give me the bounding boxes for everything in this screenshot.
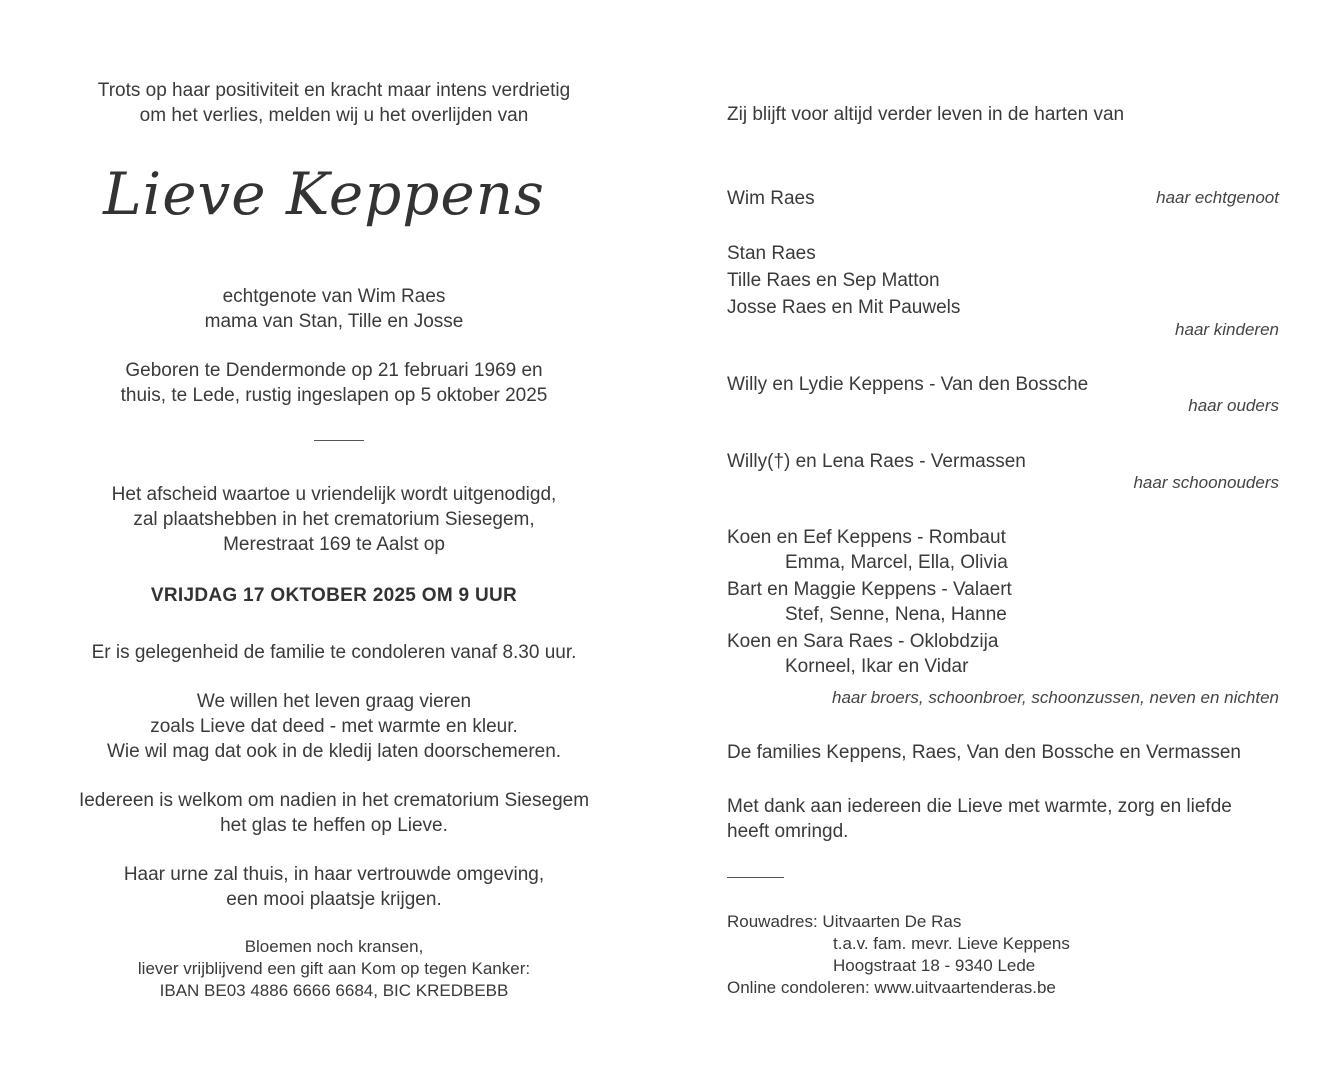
online-condolence-link[interactable]: Online condoleren: www.uitvaartenderas.be [727,978,1056,997]
deceased-name: Lieve Keppens [103,160,545,228]
farewell-text: Het afscheid waartoe u vriendelijk wordt uitgenodigd, zal plaatshebben in het crematorium Siesegem, Merestraat 169 te Aalst op [111,484,557,555]
parents-block: Willy en Lydie Keppens - Van den Bossche haar ouders [727,374,1279,415]
sibling-name: Bart en Maggie Keppens - Valaert [727,579,1012,600]
children-role: haar kinderen [1175,320,1279,339]
birth-text: Geboren te Dendermonde op 21 februari 1969 en thuis, te Lede, rustig ingeslapen op 5 oktober 2025 [120,360,548,406]
sibling-name: Koen en Sara Raes - Oklobdzija [727,631,999,652]
inlaws-block: Willy(†) en Lena Raes - Vermassen haar schoonouders [727,451,1279,492]
spouse-role: haar echtgenoot [1156,188,1279,207]
parents-role: haar ouders [1188,396,1279,415]
siblings-role: haar broers, schoonbroer, schoonzussen, neven en nichten [831,688,1279,707]
right-divider [727,877,784,878]
spouse-block [727,185,1279,212]
children-block: Stan Raes Tille Raes en Sep Matton Josse Raes en Mit Pauwels haar kinderen [727,243,1279,339]
address-line1: t.a.v. fam. mevr. Lieve Keppens [833,934,1070,953]
sibling-name: Koen en Eef Keppens - Rombaut [727,527,1006,548]
intro-text: Trots op haar positiviteit en kracht maar intens verdrietig om het verlies, melden wij u het overlijden van [97,80,571,126]
siblings-block [727,525,1279,679]
address-block [727,911,1307,999]
address-label: Rouwadres: Uitvaarten De Ras [727,912,962,931]
celebrate-text: We willen het leven graag vieren zoals Lieve dat deed - met warmte en kleur. Wie wil mag dat ook in de kledij laten doorschemeren. [106,691,562,762]
sibling-kids: Stef, Senne, Nena, Hanne [785,604,1007,625]
relations-text: echtgenote van Wim Raes mama van Stan, Tille en Josse [204,286,464,332]
toast-text: Iedereen is welkom om nadien in het crematorium Siesegem het glas te heffen op Lieve. [78,790,590,836]
condolence-text: Er is gelegenheid de familie te condoleren vanaf 8.30 uur. [91,642,577,663]
spouse-name: Wim Raes [727,188,815,209]
sibling-kids: Korneel, Ikar en Vidar [785,656,969,677]
inlaws-role: haar schoonouders [1133,473,1279,492]
sibling-kids: Emma, Marcel, Ella, Olivia [785,552,1008,573]
thanks-text: Met dank aan iedereen die Lieve met warmte, zorg en liefde heeft omringd. [727,796,1232,842]
right-heading: Zij blijft voor altijd verder leven in de harten van [727,104,1125,125]
urn-text: Haar urne zal thuis, in haar vertrouwde omgeving, een mooi plaatsje krijgen. [123,864,545,910]
ceremony-date: VRIJDAG 17 OKTOBER 2025 OM 9 UUR [150,585,518,606]
left-divider [314,440,364,441]
families-text: De families Keppens, Raes, Van den Bossche en Vermassen [727,742,1241,763]
address-line2: Hoogstraat 18 - 9340 Lede [833,956,1036,975]
flowers-text: Bloemen noch kransen, liever vrijblijvend een gift aan Kom op tegen Kanker: IBAN BE03 4886 6666 6684, BIC KREDBEBB [137,937,531,1000]
